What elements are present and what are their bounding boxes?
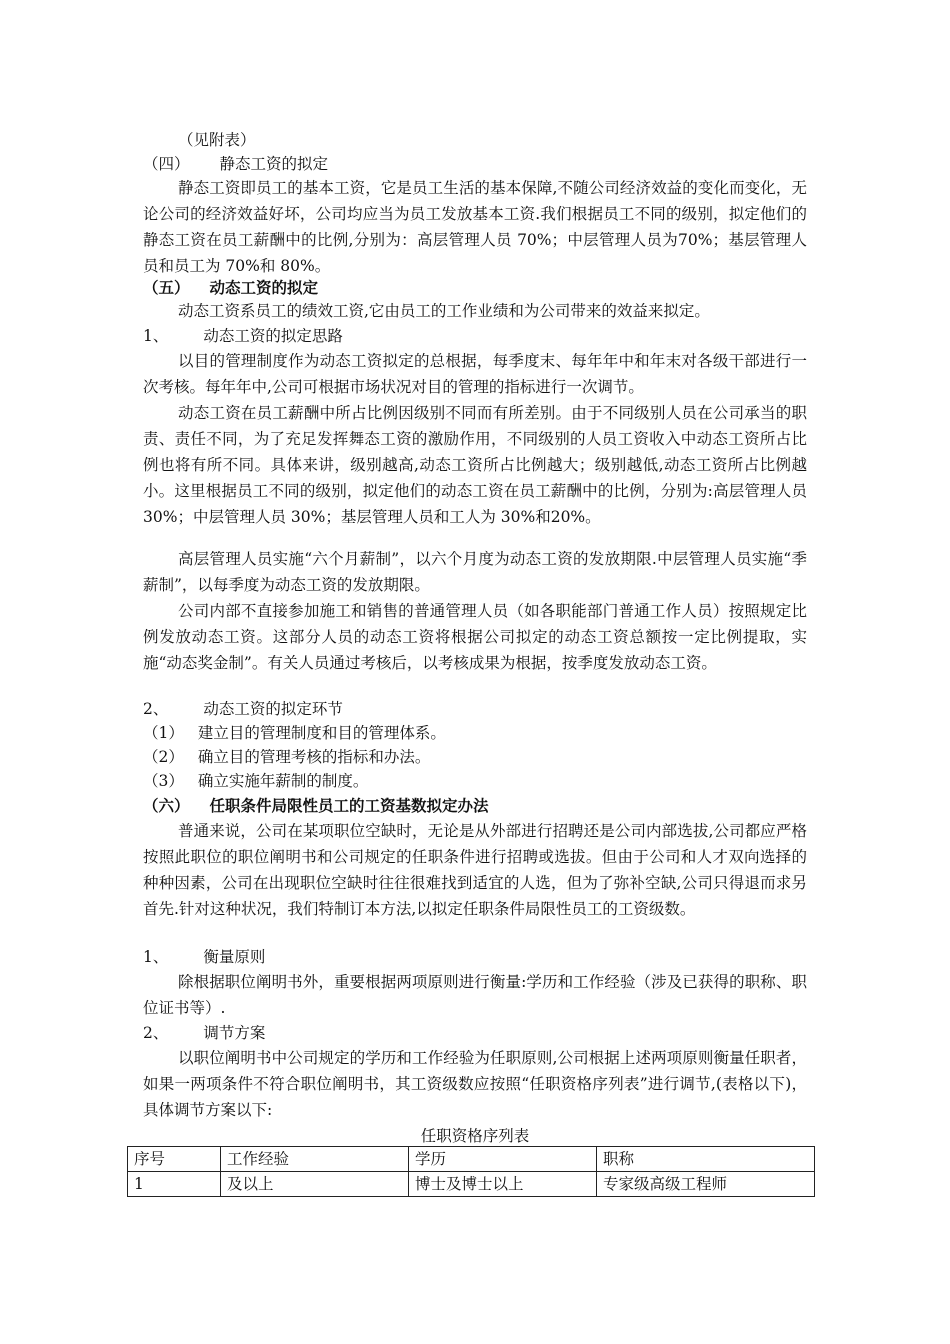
subsection-1-paragraph-3: 高层管理人员实施“六个月薪制”，以六个月度为动态工资的发放期限.中层管理人员实施“季薪制”，以每季度为动态工资的发放期限。 — [143, 550, 807, 594]
qualification-table — [127, 1146, 815, 1197]
table-header-cell: 序号 — [128, 1147, 221, 1172]
step-item — [143, 721, 446, 745]
section-6-subsection-2-paragraph: 以职位阐明书中公司规定的学历和工作经验为任职原则,公司根据上述两项原则衡量任职者，如果一两项条件不符合职位阐明书，其工资级数应按照“任职资格序列表”进行调节,(表格以下)，具体调节方案以下: — [143, 1049, 807, 1119]
step-number: （1） — [143, 724, 184, 742]
section-6-title: 任职条件局限性员工的工资基数拟定办法 — [209, 796, 489, 815]
step-text: 建立目的管理制度和目的管理体系。 — [197, 724, 446, 742]
table-cell: 及以上 — [221, 1172, 409, 1197]
subsection-1-paragraph-1: 以目的管理制度作为动态工资拟定的总根据，每季度末、每年年中和年末对各级干部进行一次考核。每年年中,公司可根据市场状况对目的管理的指标进行一次调节。 — [143, 352, 807, 396]
section-5-number: （五） — [143, 278, 190, 297]
step-item — [143, 769, 368, 793]
step-number: （2） — [143, 748, 184, 766]
section-6-subsection-1-title: 衡量原则 — [203, 948, 266, 966]
step-text: 确立实施年薪制的制度。 — [197, 772, 369, 790]
table-cell: 专家级高级工程师 — [597, 1172, 815, 1197]
subsection-1-heading — [143, 324, 343, 348]
see-attached-note: （见附表） — [178, 131, 256, 149]
section-6-subsection-2-number: 2、 — [143, 1024, 169, 1042]
table-header-row — [128, 1147, 815, 1172]
section-5-title: 动态工资的拟定 — [209, 278, 319, 297]
subsection-1-paragraph-4: 公司内部不直接参加施工和销售的普通管理人员（如各职能部门普通工作人员）按照规定比例发放动态工资。这部分人员的动态工资将根据公司拟定的动态工资总额按一定比例提取，实施“动态奖金制”。有关人员通过考核后，以考核成果为根据，按季度发放动态工资。 — [143, 602, 807, 672]
section-4-paragraph: 静态工资即员工的基本工资，它是员工生活的基本保障,不随公司经济效益的变化而变化，无论公司的经济效益好坏，公司均应当为员工发放基本工资.我们根据员工不同的级别，拟定他们的静态工资在员工薪酬中的比例,分别为：高层管理人员 70%；中层管理人员为70%；基层管理人员和员工为 70%和 80%。 — [143, 179, 807, 275]
table-cell: 博士及博士以上 — [409, 1172, 597, 1197]
table-caption: 任职资格序列表 — [420, 1127, 530, 1145]
section-6-subsection-1-heading — [143, 945, 265, 969]
subsection-1-paragraph-2: 动态工资在员工薪酬中所占比例因级别不同而有所差别。由于不同级别人员在公司承当的职责、责任不同，为了充足发挥舞态工资的激励作用，不同级别的人员工资收入中动态工资所占比例也将有所不同。具体来讲，级别越高,动态工资所占比例越大；级别越低,动态工资所占比例越小。这里根据员工不同的级别，拟定他们的动态工资在员工薪酬中的比例，分别为:高层管理人员 30%；中层管理人员 30%；基层管理人员和工人为 30%和20%。 — [143, 404, 807, 526]
table-header-cell: 学历 — [409, 1147, 597, 1172]
section-6-subsection-2-heading — [143, 1021, 265, 1045]
section-4-number: （四） — [143, 155, 190, 173]
section-5-heading — [143, 276, 318, 300]
section-6-subsection-1-paragraph: 除根据职位阐明书外，重要根据两项原则进行衡量:学历和工作经验（涉及已获得的职称、职位证书等）. — [143, 973, 807, 1017]
step-text: 确立目的管理考核的指标和办法。 — [197, 748, 431, 766]
section-6-number: （六） — [143, 796, 190, 815]
table-header-cell: 工作经验 — [221, 1147, 409, 1172]
table-header-cell: 职称 — [597, 1147, 815, 1172]
table-cell: 1 — [128, 1172, 221, 1197]
section-6-subsection-1-number: 1、 — [143, 948, 169, 966]
section-6-paragraph: 普通来说，公司在某项职位空缺时，无论是从外部进行招聘还是公司内部选拔,公司都应严格按照此职位的职位阐明书和公司规定的任职条件进行招聘或选拔。但由于公司和人才双向选择的种种因素，公司在出现职位空缺时往往很难找到适宜的人选，但为了弥补空缺,公司只得退而求另首先.针对这种状况，我们特制订本方法,以拟定任职条件局限性员工的工资级数。 — [143, 822, 807, 918]
subsection-2-heading — [143, 697, 343, 721]
step-item — [143, 745, 430, 769]
section-6-heading — [143, 794, 489, 818]
table-row — [128, 1172, 815, 1197]
section-6-subsection-2-title: 调节方案 — [203, 1024, 266, 1042]
subsection-2-title: 动态工资的拟定环节 — [203, 700, 343, 718]
section-4-heading — [143, 152, 328, 176]
subsection-1-title: 动态工资的拟定思路 — [203, 327, 343, 345]
step-number: （3） — [143, 772, 184, 790]
section-4-title: 静态工资的拟定 — [219, 155, 329, 173]
subsection-1-number: 1、 — [143, 327, 169, 345]
subsection-2-number: 2、 — [143, 700, 169, 718]
section-5-intro: 动态工资系员工的绩效工资,它由员工的工作业绩和为公司带来的效益来拟定。 — [178, 302, 710, 320]
